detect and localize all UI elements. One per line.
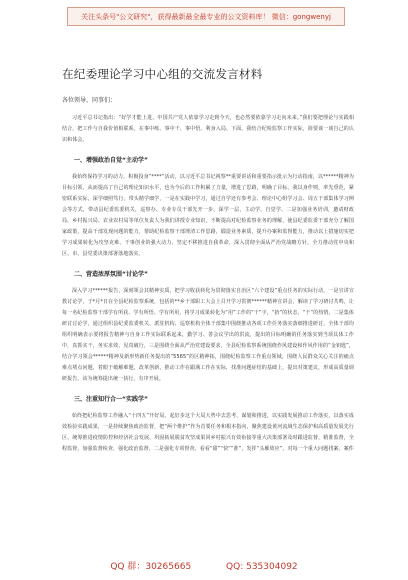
section-heading-1: 一、增强政治自觉“主动学” [74, 157, 148, 164]
top-banner: 关注头条号"公文研究"，获得最新最全最专业的公文资料库！ 微信：gongwenyj [67, 7, 345, 26]
section-body-2: 深入学习******报告，深刻领会其精神实质，把学习收获转化为贯彻落实自治区“六个建设”重点任务的实际行动，一是宣讲宣教讨论学，于*月*日在全县纪检监察系统，包括的**乡干部职工大会上召开学习贯彻******精神宣讲会，解读了学习研讨共鸣，让每一名纪检监察干部学有所获、学有所悟、学有所用，将学习成果转化为“用”工作的“干”字，“抬”的状态，“干”的热情，二是集体研讨讨论学，通过组织县纪委监委机关、派驻机构、巡察机构全体干部集中围绕推动各项工作任务落实落细推进研讨，全体干部均组织明确表示要将报告精神与自身工作实际联系起来，勤学习、善会议学出的洪流，提出的目标明确的任务落实到当项具体工作中，真抓实干，务实求效，见真破行，三是围绕全面从严治党建设要求，全县纪检监察系统围绕作风建设和作风作用的“金钥匙”，结合学习领会******精神及新形势新任务提出的“5565”的区精神拓，围绕纪检监察工作重点领域，围绕人民群众关心关注的痛点难点堵点问题，着眼于破解难题，改革创新，推动工作在跟满工作在实际，找准问题症结的基础上，提出对策建议，形成高质量调研报告，该为统筹提出统一执行，有序开展。 [62, 288, 354, 382]
greeting: 各位领导、同事们： [62, 97, 117, 104]
qq-group: QQ 群：30265665 [110, 562, 192, 572]
section-body-3: 始终把纪检监察工作融入“十四五”开好局、起好步这个大局大势中去思考、谋划和推进，以实践发展推动工作落实，以落实成效检验实践成果，一是持续聚焦政治监督，把“两个维护”作为首要任务和根本指向，聚焦建设黄河流域生态保护和高质量发展先行区、统筹推进疫情防控和经济社会发展、巩固拓展脱贫攻坚成果同乡村振兴有效衔接等重大决策部署及时跟进监督，精准监督，全程监督，加强监督检查，强化政治监督，二是强化专项督查、看看“甜”“快”“准”，发挥“头雁效应”，对每一个重大问题找案、案件 [62, 413, 354, 452]
footer-contact [0, 559, 408, 572]
document-body [62, 60, 354, 455]
section-heading-2: 二、营造浓厚氛围“讨论学” [74, 271, 148, 278]
qq-number: QQ: 535304092 [226, 562, 298, 572]
intro-paragraph: 习近平总书记指出：“好学才能上进，中国共产党人依靠学习走到今天，也必然要依靠学习走向未来。”我们要把理论与实践相结合，把工作与自我价值相联系，在事中练、事中干、事中悟、利身入局、下面，我结合纪检监察工作实际，简要谈一谈自己的认识和体会。 [62, 115, 354, 143]
document-title: 在纪委理论学习中心组的交流发言材料 [62, 67, 263, 81]
section-body-1: 我始终保持学习的动力，积极投身“****”活动，以习近平总书记视察**重要讲话和重要指示批示为行动指南，以******精神为目标引领，从而提高了自己的理论知识水平，也为今后的工作积累了力量，增进了思路，明确了目标。我以身作则，率先垂范，紧密联系实际，深学细照笃行，带头精学细学，一是在实践中学习，通过自学还有参考会、理论中心组学习会、周五干部集体学习例会等方式，带动县纪委监委机关，巡察办、专业专员干部先开一步、深学一层，主动学、自觉学、二是加强业务培训，邀请财政局、乡村振兴局、农业农村局等单位负责人为我们讲授专业知识，不断提高对纪检监察业务的理解，使县纪委监委干部充分了解国家政策，提高干部发现问题的能力，帮助纪检监察干部理清工作思路，锻造业务素质，提升办案和监督能力，推动以上措施切实把学习成果转化为攻坚克难、干事创业的强大动力，坚定不移推进自我革命，深入贯彻全面从严治党战略方针，全力推动党中央和区、市、县党委决策部署落地落实。 [62, 174, 354, 257]
section-heading-3: 三、注重知行合一“实践学” [74, 396, 148, 403]
